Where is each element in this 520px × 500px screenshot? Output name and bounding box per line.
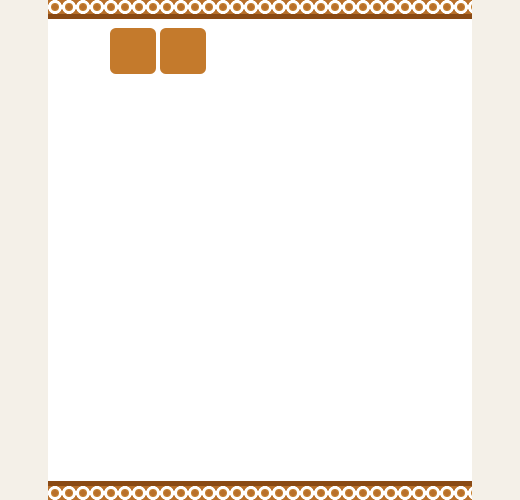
top-border-pattern (48, 0, 472, 14)
title-char (110, 28, 156, 74)
title-char (160, 28, 206, 74)
page-background (48, 0, 472, 500)
page-title (110, 28, 206, 72)
top-border-band (48, 14, 472, 19)
bottom-border-band (48, 481, 472, 486)
bottom-border-pattern (48, 486, 472, 500)
